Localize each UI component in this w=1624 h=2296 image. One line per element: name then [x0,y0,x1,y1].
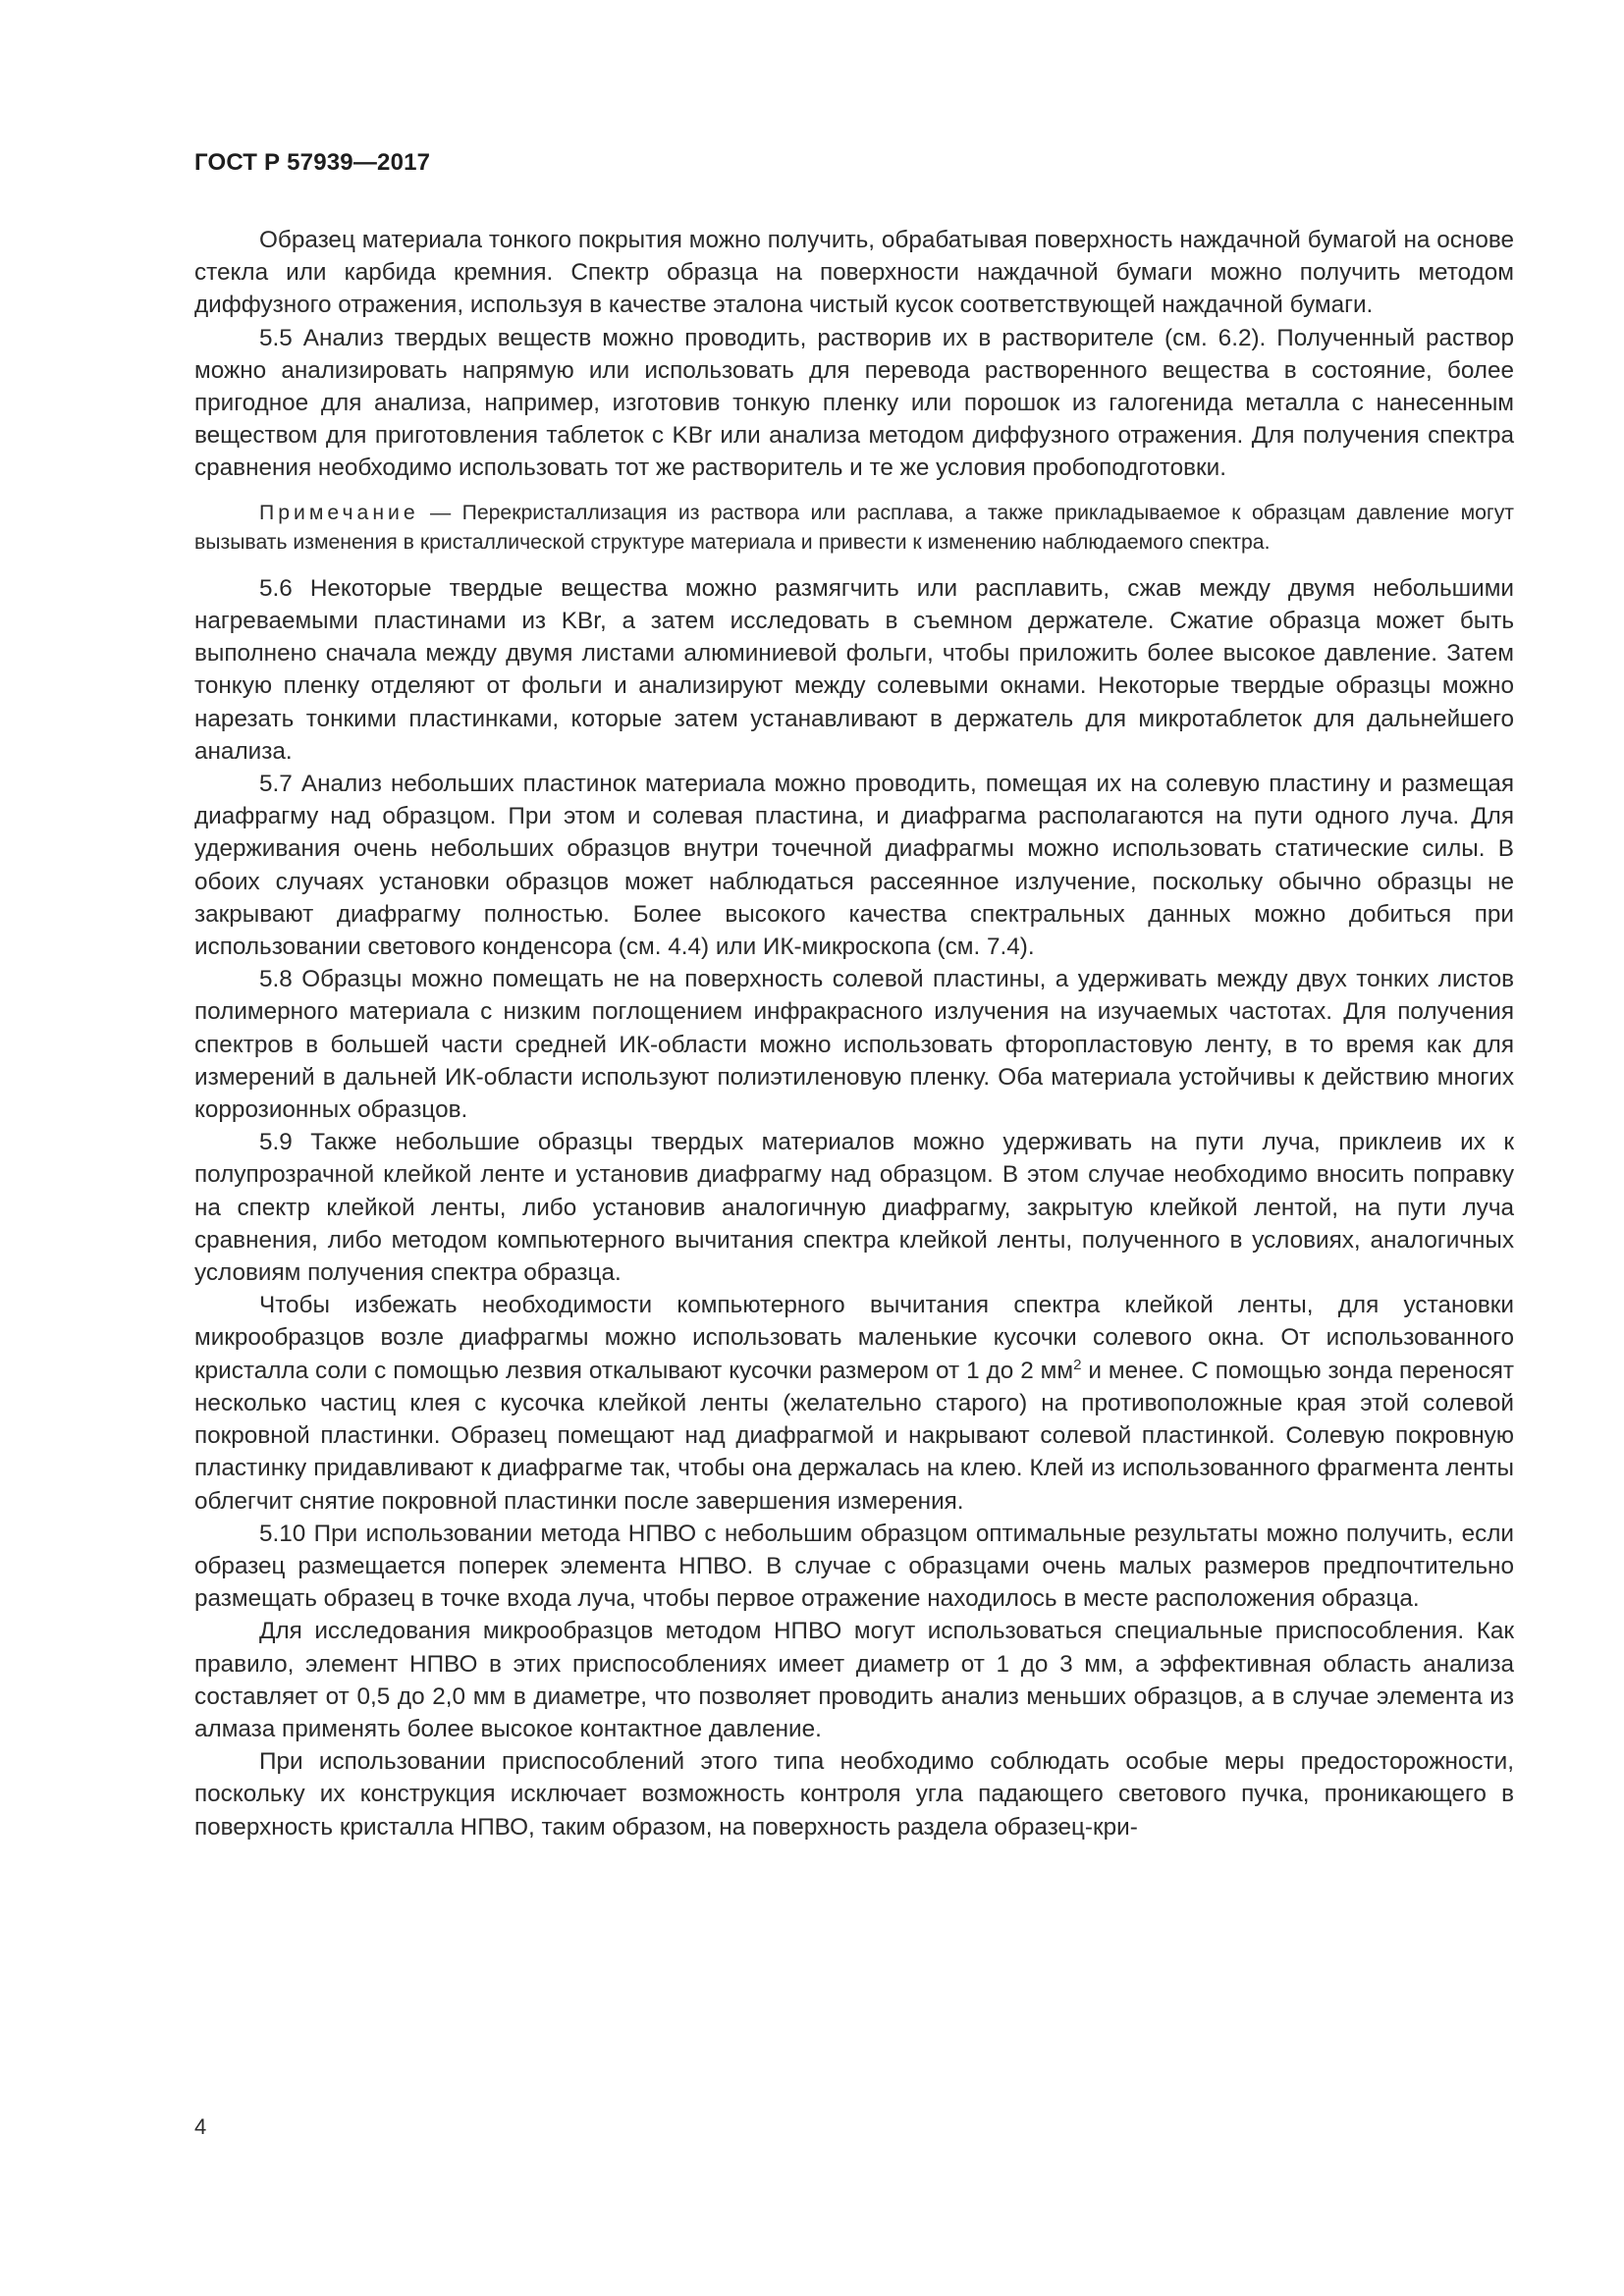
microsamples-text-after: и менее. С помощью зонда переносят несколько частиц клея с кусочка клейкой ленты (желательно старого) на противоположные края этой солевой покровной пластинки. Образец помещают над диафрагмой и накрывают солевой пластинкой. Солевую покровную пластинку придавливают к диафрагме так, чтобы она держалась на клею. Клей из использованного фрагмента ленты облегчит снятие покровной пластинки после завершения измерения. [194,1357,1514,1515]
paragraph-5-10: 5.10 При использовании метода НПВО с небольшим образцом оптимальные результаты можно получить, если образец размещается поперек элемента НПВО. В случае с образцами очень малых размеров предпочтительно размещать образец в точке входа луча, чтобы первое отражение находилось в месте расположения образца. [194,1520,1514,1613]
superscript-2: 2 [1073,1356,1082,1373]
note [194,499,1514,559]
paragraph-5-5: 5.5 Анализ твердых веществ можно проводить, растворив их в растворителе (см. 6.2). Полученный раствор можно анализировать напрямую или использовать для перевода растворенного вещества в состояние, более пригодное для анализа, например, изготовив тонкую пленку или порошок из галогенида металла с нанесенным веществом для приготовления таблеток с KBr или анализа методом диффузного отражения. Для получения спектра сравнения необходимо использовать тот же растворитель и те же условия пробоподготовки. [194,324,1514,482]
paragraph-sample-coating: Образец материала тонкого покрытия можно получить, обрабатывая поверхность наждачной бумагой на основе стекла или карбида кремния. Спектр образца на поверхности наждачной бумаги можно получить методом диффузного отражения, используя в качестве эталона чистый кусок соответствующей наждачной бумаги. [194,227,1514,319]
note-text: — Перекристаллизация из раствора или расплава, а также прикладываемое к образцам давление могут вызывать изменения в кристаллической структуре материала и привести к изменению наблюдаемого спектра. [194,501,1514,555]
paragraph-5-9: 5.9 Также небольшие образцы твердых материалов можно удерживать на пути луча, приклеив их к полупрозрачной клейкой ленте и установив диафрагму над образцом. В этом случае необходимо вносить поправку на спектр клейкой ленты, либо установив аналогичную диафрагму, закрытую клейкой лентой, на пути луча сравнения, либо методом компьютерного вычитания спектра клейкой ленты, полученного в условиях, аналогичных условиям получения спектра образца. [194,1129,1514,1287]
paragraph-precautions: При использовании приспособлений этого типа необходимо соблюдать особые меры предосторожности, поскольку их конструкция исключает возможность контроля угла падающего светового пучка, проникающего в поверхность кристалла НПВО, таким образом, на поверхность раздела образец-кри- [194,1748,1514,1841]
document-header: ГОСТ Р 57939—2017 [194,149,431,176]
paragraph-5-7: 5.7 Анализ небольших пластинок материала можно проводить, помещая их на солевую пластину и размещая диафрагму над образцом. При этом и солевая пластина, и диафрагма располагаются на пути одного луча. Для удерживания очень небольших образцов внутри точечной диафрагмы можно использовать статические силы. В обоих случаях установки образцов может наблюдаться рассеянное излучение, поскольку обычно образцы не закрывают диафрагму полностью. Более высокого качества спектральных данных можно добиться при использовании светового конденсора (см. 4.4) или ИК-микроскопа (см. 7.4). [194,771,1514,961]
page-number: 4 [194,2114,207,2139]
main-content [194,224,1514,1843]
paragraph-atr-devices: Для исследования микрообразцов методом НПВО могут использоваться специальные приспособления. Как правило, элемент НПВО в этих приспособлениях имеет диаметр от 1 до 3 мм, а эффективная область анализа составляет от 0,5 до 2,0 мм в диаметре, что позволяет проводить анализ меньших образцов, а в случае элемента из алмаза применять более высокое контактное давление. [194,1618,1514,1742]
note-label: Примечание [259,501,419,524]
paragraph-5-6: 5.6 Некоторые твердые вещества можно размягчить или расплавить, сжав между двумя небольшими нагреваемыми пластинами из KBr, а затем исследовать в съемном держателе. Сжатие образца может быть выполнено сначала между двумя листами алюминиевой фольги, чтобы приложить более высокое давление. Затем тонкую пленку отделяют от фольги и анализируют между солевыми окнами. Некоторые твердые образцы можно нарезать тонкими пластинками, которые затем устанавливают в держатель для микротаблеток для дальнейшего анализа. [194,574,1514,765]
paragraph-5-8: 5.8 Образцы можно помещать не на поверхность солевой пластины, а удерживать между двух тонких листов полимерного материала с низким поглощением инфракрасного излучения на изучаемых частотах. Для получения спектров в большей части средней ИК-области можно использовать фторопластовую ленту, в то время как для измерений в дальней ИК-области используют полиэтиленовую пленку. Оба материала устойчивы к действию многих коррозионных образцов. [194,966,1514,1124]
paragraph-microsamples [194,1289,1514,1517]
microsamples-text-before: Чтобы избежать необходимости компьютерного вычитания спектра клейкой ленты, для установки микрообразцов возле диафрагмы можно использовать маленькие кусочки солевого окна. От использованного кристалла соли с помощью лезвия откалывают кусочки размером от 1 до 2 мм [194,1292,1514,1384]
